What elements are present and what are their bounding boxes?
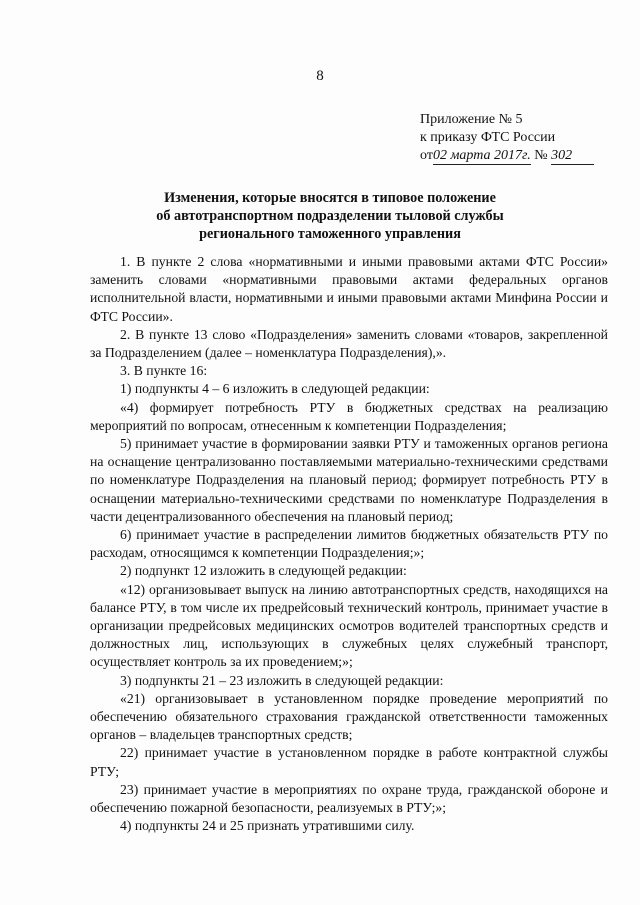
appendix-date: 02 марта 2017г. xyxy=(432,148,531,163)
appendix-block xyxy=(420,111,594,165)
paragraph-13: 23) принимает участие в мероприятиях по охране труда, гражданской обороне и обеспечению пожарной безопасности, реализуемых в РТУ;»; xyxy=(90,781,608,816)
appendix-order-ref: к приказу ФТС России xyxy=(420,130,556,145)
page-number: 8 xyxy=(316,68,324,84)
appendix-title: Приложение № 5 xyxy=(420,112,523,127)
paragraph-11: «21) организовывает в установленном порядке проведение мероприятий по обеспечению обязательного страхования гражданской ответственности таможенных органов – владельцев транспортных средств; xyxy=(90,690,608,743)
paragraph-5: «4) формирует потребность РТУ в бюджетных средствах на реализацию мероприятий по вопросам, отнесенным к компетенции Подразделения; xyxy=(90,399,608,433)
document-body xyxy=(90,253,608,836)
paragraph-10: 3) подпункты 21 – 23 изложить в следующей редакции: xyxy=(120,672,444,688)
paragraph-1: 1. В пункте 2 слова «нормативными и иными правовыми актами ФТС России» заменить словами «нормативными правовыми актами федеральных органов исполнительной власти, нормативными и иными правовыми актами Минфина России и ФТС России». xyxy=(90,254,608,324)
document-title xyxy=(100,189,560,243)
appendix-number: 302 xyxy=(551,148,594,165)
appendix-order-date-line xyxy=(420,147,594,165)
paragraph-12: 22) принимает участие в установленном порядке в работе контрактной службы РТУ; xyxy=(90,745,608,779)
paragraph-7: 6) принимает участие в распределении лимитов бюджетных обязательств РТУ по расходам, относящимся к компетенции Подразделения;»; xyxy=(90,527,608,561)
title-line-1: Изменения, которые вносятся в типовое положение xyxy=(164,190,496,206)
appendix-from-label: от xyxy=(420,148,433,163)
appendix-number-label: № xyxy=(534,148,548,163)
paragraph-2: 2. В пункте 13 слово «Подразделения» заменить словами «товаров, закрепленной за Подразделением (далее – номенклатура Подразделения),». xyxy=(90,326,608,361)
paragraph-3: 3. В пункте 16: xyxy=(120,363,208,379)
paragraph-9: «12) организовывает выпуск на линию автотранспортных средств, находящихся на балансе РТУ, в том числе их предрейсовый технический контроль, принимает участие в организации предрейсовых медицинских осмотров водителей транспортных средств и должностных лиц, использующих в служебных целях служебный транспорт, осуществляет контроль за их проведением;»; xyxy=(90,581,608,670)
title-line-3: регионального таможенного управления xyxy=(199,226,461,242)
paragraph-14: 4) подпункты 24 и 25 признать утратившими силу. xyxy=(120,818,415,834)
paragraph-8: 2) подпункт 12 изложить в следующей редакции: xyxy=(120,563,407,579)
paragraph-6: 5) принимает участие в формировании заявки РТУ и таможенных органов региона на оснащение централизованно поставляемыми материально-техническими средствами по номенклатуре Подразделения на плановый период; формирует потребность РТУ в оснащении материально-техническими средствами по номенклатуре Подразделения в части децентрализованного обеспечения на плановый период; xyxy=(90,436,608,524)
paragraph-4: 1) подпункты 4 – 6 изложить в следующей редакции: xyxy=(120,381,430,397)
title-line-2: об автотранспортном подразделении тыловой службы xyxy=(156,208,504,224)
